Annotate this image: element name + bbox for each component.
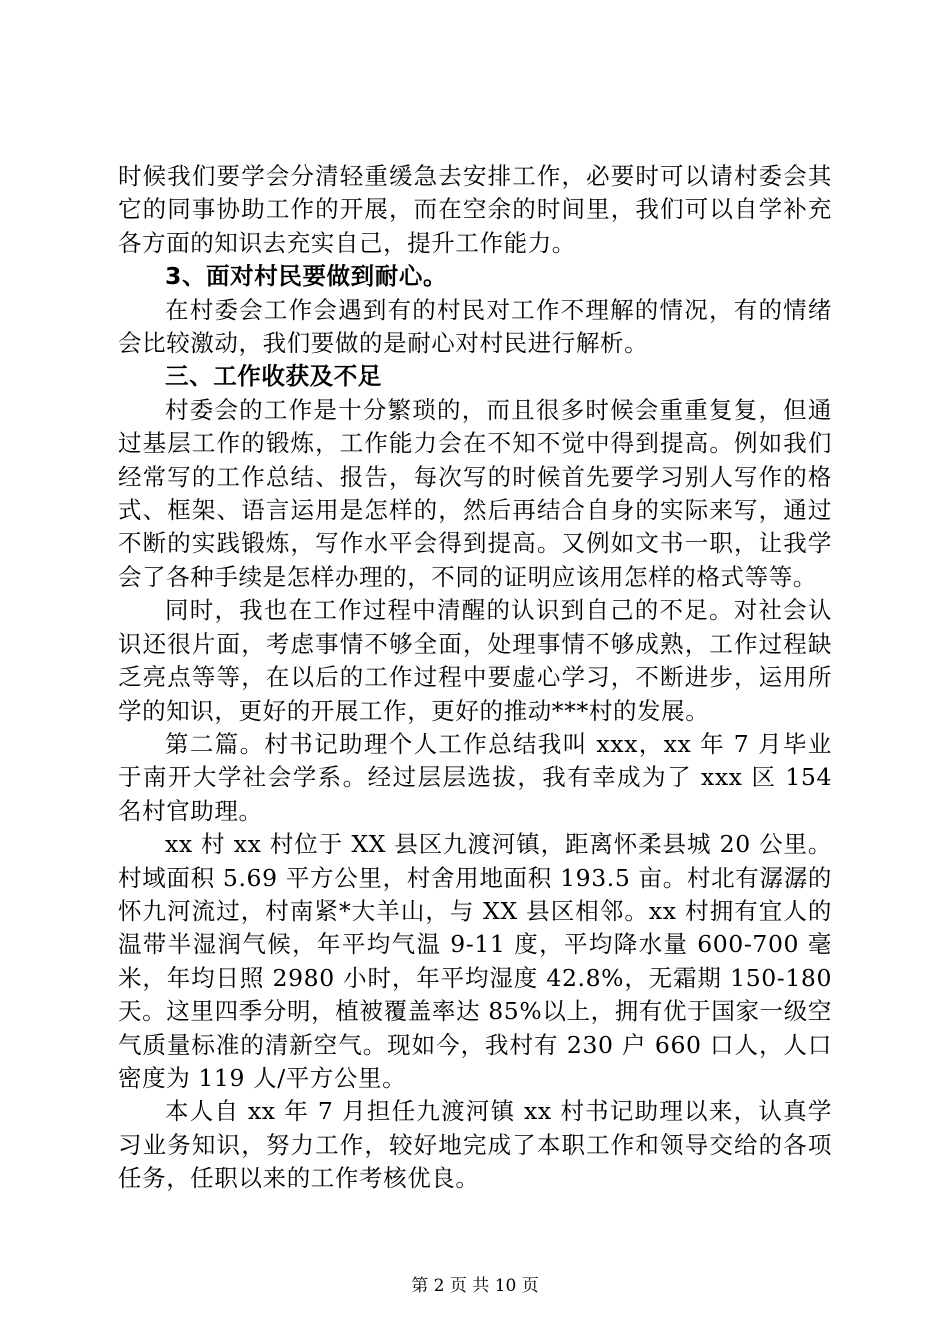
section-heading-gains: 三、工作收获及不足 (165, 362, 382, 391)
paragraph-7: 本人自 xx 年 7 月担任九渡河镇 xx 村书记助理以来，认真学习业务知识，努力工作，较好地完成了本职工作和领导交给的各项任务，任职以来的工作考核优良。 (118, 1097, 832, 1193)
page-footer: 第 2 页 共 10 页 (411, 1276, 539, 1296)
section-heading-patience: 3、面对村民要做到耐心。 (165, 262, 448, 291)
document-body (118, 160, 832, 1196)
paragraph-2: 在村委会工作会遇到有的村民对工作不理解的情况，有的情绪会比较激动，我们要做的是耐心对村民进行解析。 (118, 295, 832, 358)
paragraph-6: xx 村 xx 村位于 XX 县区九渡河镇，距离怀柔县城 20 公里。村域面积 5.69 平方公里，村舍用地面积 193.5 亩。村北有潺潺的怀九河流过，村南紧*大羊山，与 XX 县区相邻。xx 村拥有宜人的温带半湿润气候，年平均气温 9-11 度，平均降水量 600-700 毫米，年均日照 2980 小时，年平均湿度 42.8%，无霜期 150-180 天。这里四季分明，植被覆盖率达 85%以上，拥有优于国家一级空气质量标准的清新空气。现如今，我村有 230 户 660 口人，人口密度为 119 人/平方公里。 (118, 830, 832, 1092)
paragraph-4: 同时，我也在工作过程中清醒的认识到自己的不足。对社会认识还很片面，考虑事情不够全面，处理事情不够成熟，工作过程缺乏亮点等等，在以后的工作过程中要虚心学习，不断进步，运用所学的知识，更好的开展工作，更好的推动***村的发展。 (118, 596, 832, 725)
paragraph-5: 第二篇。村书记助理个人工作总结我叫 xxx，xx 年 7 月毕业于南开大学社会学系。经过层层选拔，我有幸成为了 xxx 区 154 名村官助理。 (118, 729, 832, 825)
paragraph-1: 时候我们要学会分清轻重缓急去安排工作，必要时可以请村委会其它的同事协助工作的开展，而在空余的时间里，我们可以自学补充各方面的知识去充实自己，提升工作能力。 (118, 162, 832, 257)
paragraph-3: 村委会的工作是十分繁琐的，而且很多时候会重重复复，但通过基层工作的锻炼，工作能力会在不知不觉中得到提高。例如我们经常写的工作总结、报告，每次写的时候首先要学习别人写作的格式、框架、语言运用是怎样的，然后再结合自身的实际来写，通过不断的实践锻炼，写作水平会得到提高。又例如文书一职，让我学会了各种手续是怎样办理的，不同的证明应该用怎样的格式等等。 (118, 395, 832, 591)
